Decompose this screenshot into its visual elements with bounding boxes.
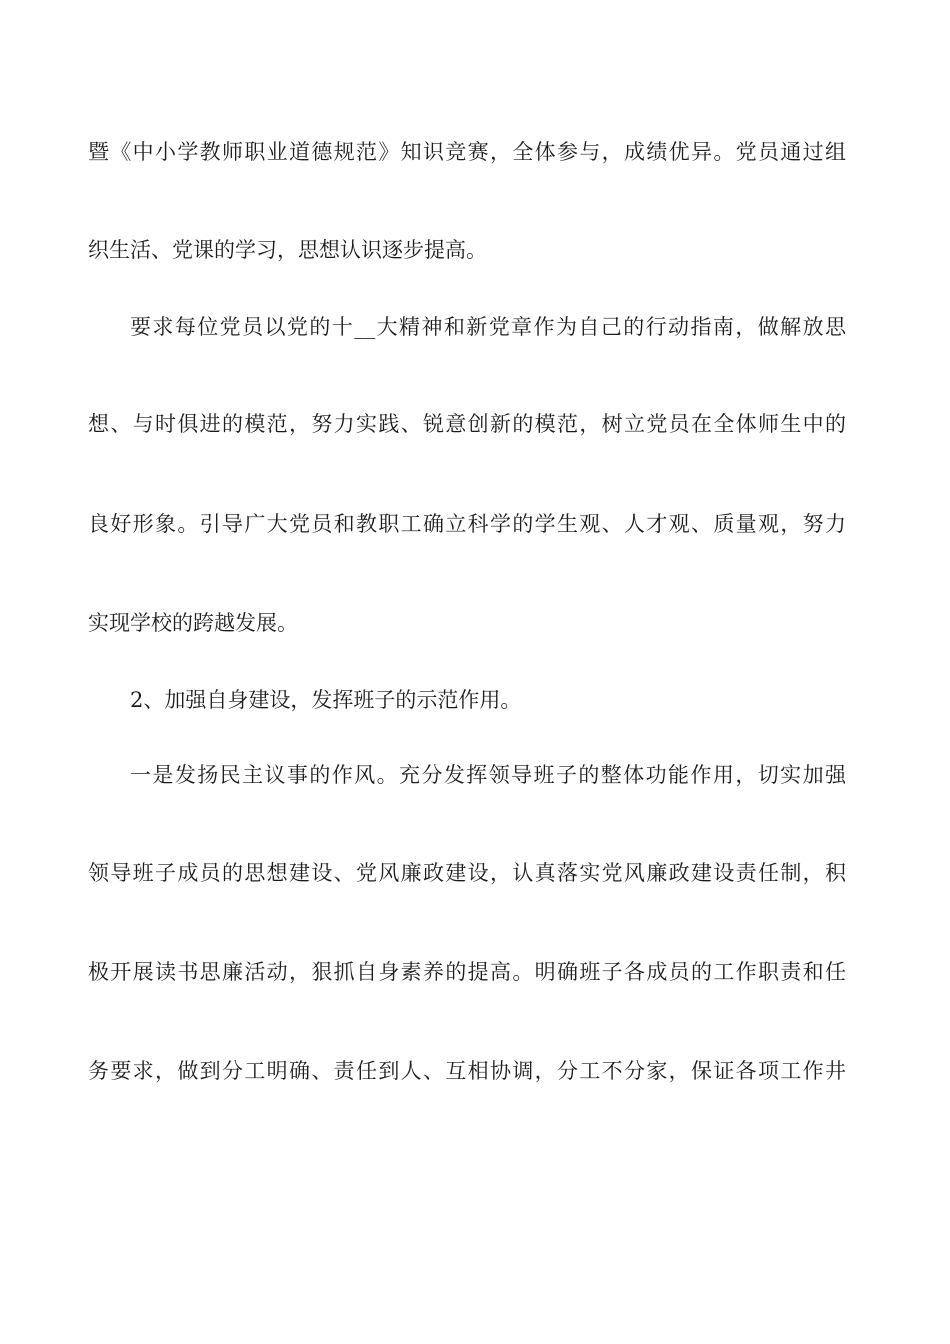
section-heading: 2、加强自身建设，发挥班子的示范作用。 bbox=[130, 688, 522, 712]
paragraph-line: 想、与时俱进的模范，努力实践、锐意创新的模范，树立党员在全体师生中的 bbox=[88, 412, 846, 436]
paragraph-line: 良好形象。引导广大党员和教职工确立科学的学生观、人才观、质量观，努力 bbox=[88, 512, 846, 536]
paragraph-line: 极开展读书思廉活动，狠抓自身素养的提高。明确班子各成员的工作职责和任 bbox=[88, 960, 846, 984]
paragraph-line: 一是发扬民主议事的作风。充分发挥领导班子的整体功能作用，切实加强 bbox=[130, 763, 846, 787]
paragraph-line: 务要求，做到分工明确、责任到人、互相协调，分工不分家，保证各项工作井 bbox=[88, 1059, 846, 1083]
paragraph-line: 暨《中小学教师职业道德规范》知识竞赛，全体参与，成绩优异。党员通过组 bbox=[88, 140, 846, 164]
paragraph-line: 领导班子成员的思想建设、党风廉政建设，认真落实党风廉政建设责任制，积 bbox=[88, 861, 846, 885]
paragraph-line: 实现学校的跨越发展。 bbox=[88, 611, 298, 635]
paragraph-line: 要求每位党员以党的十__大精神和新党章作为自己的行动指南，做解放思 bbox=[130, 315, 846, 339]
paragraph-line: 织生活、党课的学习，思想认识逐步提高。 bbox=[88, 238, 487, 262]
